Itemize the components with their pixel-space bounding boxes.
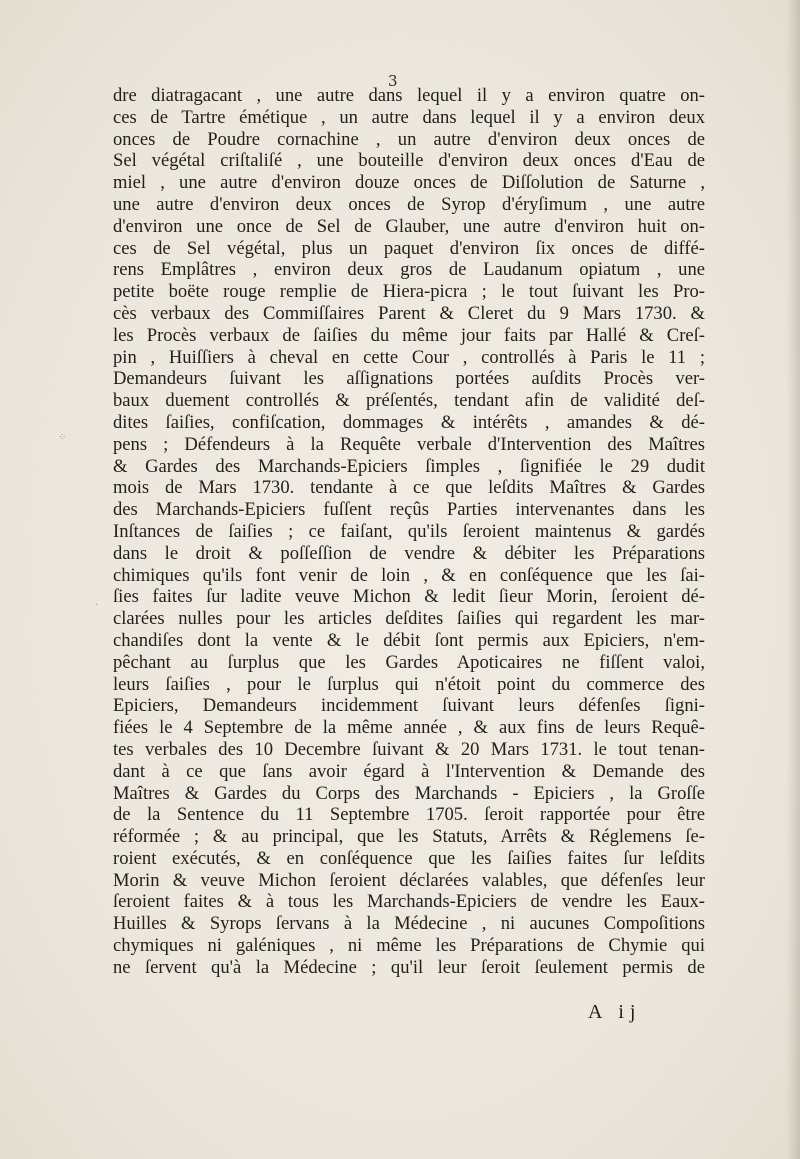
text-line: Morin & veuve Michon ſeroient déclarées valables, que défenſes leur [113,869,705,891]
text-line: ſies faites ſur ladite veuve Michon & ledit ſieur Morin, ſeroient dé- [113,586,705,608]
text-line: dites ſaiſies, confiſcation, dommages & intérêts , amandes & dé- [113,411,705,433]
text-line: pens ; Défendeurs à la Requête verbale d'Intervention des Maîtres [113,433,705,455]
text-line: roient exécutés, & en conſéquence que les ſaiſies faites ſur leſdits [113,847,705,869]
text-line: chymiques ni galéniques , ni même les Préparations de Chymie qui [113,935,705,957]
text-line: Epiciers, Demandeurs incidemment ſuivant leurs défenſes ſigni- [113,695,705,717]
text-line: Demandeurs ſuivant les aſſignations portées auſdits Procès ver- [113,368,705,390]
text-line: rens Emplâtres , environ deux gros de Laudanum opiatum , une [113,259,705,281]
text-line: ſeroient faites & à tous les Marchands-Epiciers de vendre les Eaux- [113,891,705,913]
text-line: Sel végétal criſtaliſé , une bouteille d'environ deux onces d'Eau de [113,150,705,172]
text-line: réformée ; & au principal, que les Statuts, Arrêts & Réglemens ſe- [113,826,705,848]
text-line: clarées nulles pour les articles deſdites ſaiſies qui regardent les mar- [113,608,705,630]
text-line: ces de Sel végétal, plus un paquet d'environ ſix onces de diffé- [113,237,705,259]
text-line: chimiques qu'ils font venir de loin , & en conſéquence que les ſai- [113,564,705,586]
text-line: tes verbales des 10 Decembre ſuivant & 20 Mars 1731. le tout tenan- [113,738,705,760]
text-line: de la Sentence du 11 Septembre 1705. ſeroit rapportée pour être [113,804,705,826]
page-number: 3 [388,72,398,90]
text-line: Huilles & Syrops ſervans à la Médecine , ni aucunes Compoſitions [113,913,705,935]
text-line: fiées le 4 Septembre de la même année , & aux fins de leurs Requê- [113,717,705,739]
text-line: dre diatragacant , une autre dans lequel il y a environ quatre on- [113,85,705,106]
text-line: & Gardes des Marchands-Epiciers ſimples , ſignifiée le 29 dudit [113,455,705,477]
text-line: leurs ſaiſies , pour le ſurplus qui n'étoit point du commerce des [113,673,705,695]
text-line: cès verbaux des Commiſſaires Parent & Cleret du 9 Mars 1730. & [113,302,705,324]
text-line: pêchant au ſurplus que les Gardes Apoticaires ne fiſſent valoi, [113,651,705,673]
text-line: ne ſervent qu'à la Médecine ; qu'il leur ſeroit ſeulement permis de [113,956,705,978]
text-line: mois de Mars 1730. tendante à ce que leſdits Maîtres & Gardes [113,477,705,499]
text-line: pin , Huiſſiers à cheval en cette Cour , controllés à Paris le 11 ; [113,346,705,368]
margin-bleed-mark: · [95,600,99,611]
text-line: Inſtances de ſaiſies ; ce faiſant, qu'ils ſeroient maintenus & gardés [113,520,705,542]
text-line: Maîtres & Gardes du Corps des Marchands - Epiciers , la Groſſe [113,782,705,804]
binding-shadow [786,0,800,1159]
text-line: chandiſes dont la vente & le débit ſont permis aux Epiciers, n'em- [113,629,705,651]
text-line: miel , une autre d'environ douze onces de Diſſolution de Saturne , [113,172,705,194]
text-line: petite boëte rouge remplie de Hiera-picra ; le tout ſuivant les Pro- [113,281,705,303]
text-line: ces de Tartre émétique , un autre dans lequel il y a environ deux [113,106,705,128]
text-line: une autre d'environ deux onces de Syrop d'éryſimum , une autre [113,193,705,215]
text-line: dans le droit & poſſeſſion de vendre & débiter les Préparations [113,542,705,564]
text-line: dant à ce que ſans avoir égard à l'Intervention & Demande des [113,760,705,782]
text-line: onces de Poudre cornachine , un autre d'environ deux onces de [113,128,705,150]
margin-bleed-mark: ⁘ [58,432,67,443]
text-line: les Procès verbaux de ſaiſies du même jour faits par Hallé & Creſ- [113,324,705,346]
text-line: d'environ une once de Sel de Glauber, une autre d'environ huit on- [113,215,705,237]
text-line: baux duement controllés & préſentés, tendant afin de validité deſ- [113,390,705,412]
text-line: des Marchands-Epiciers fuſſent reçûs Parties intervenantes dans les [113,499,705,521]
body-text [113,85,705,979]
signature-mark: A ij [588,1001,642,1023]
